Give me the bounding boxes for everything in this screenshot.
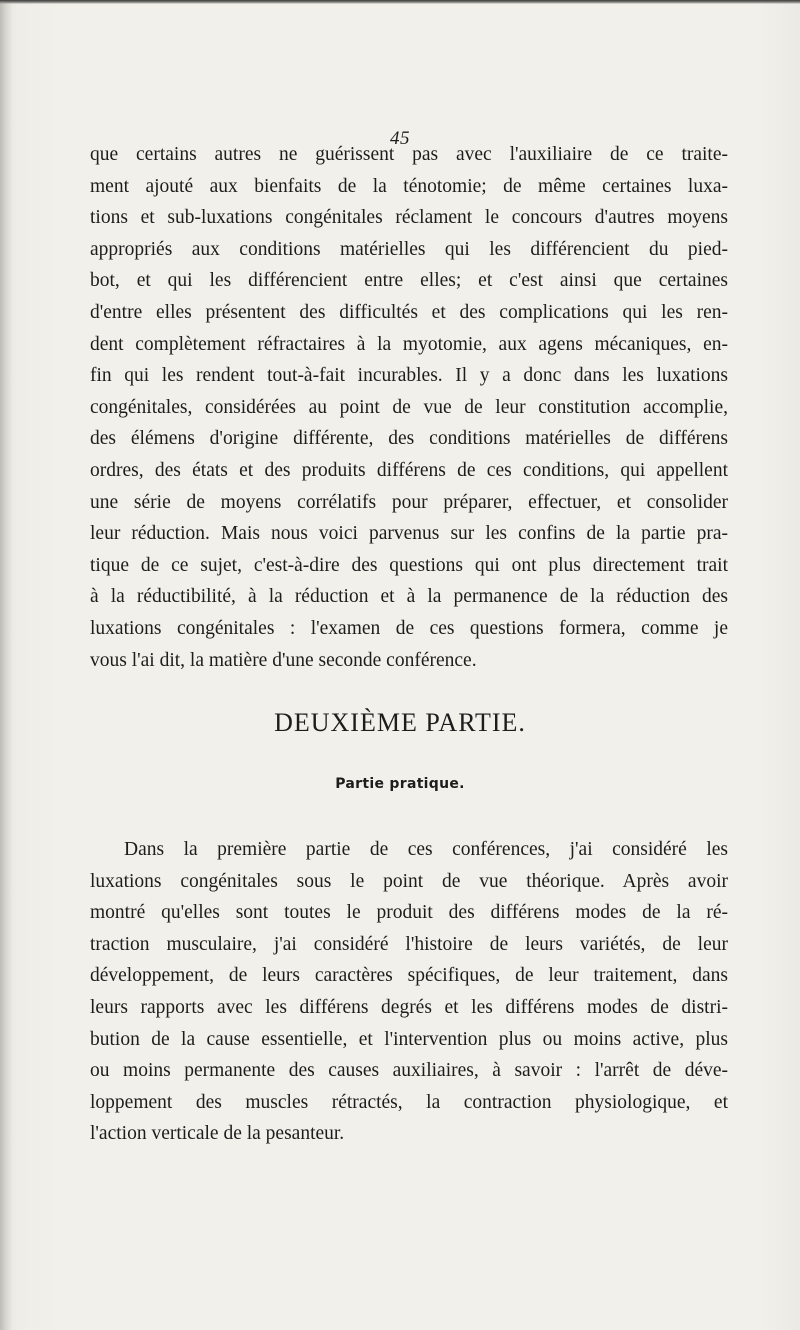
text-line: ou moins permanente des causes auxiliaires, à savoir : l'arrêt de déve- xyxy=(90,1060,728,1082)
text-line: développement, de leurs caractères spécifiques, de leur traitement, dans xyxy=(90,965,728,987)
text-line: que certains autres ne guérissent pas avec l'auxiliaire de ce traite- xyxy=(90,144,728,165)
page-number: 45 xyxy=(390,128,410,149)
paragraph-continuation xyxy=(90,139,728,676)
text-line: traction musculaire, j'ai considéré l'histoire de leurs variétés, de leur xyxy=(90,933,728,955)
text-line: bution de la cause essentielle, et l'intervention plus ou moins active, plus xyxy=(90,1028,728,1050)
text-line: ordres, des états et des produits différens de ces conditions, qui appellent xyxy=(90,459,728,481)
text-line: fin qui les rendent tout-à-fait incurables. Il y a donc dans les luxations xyxy=(90,365,728,387)
text-line: à la réductibilité, à la réduction et à la permanence de la réduction des xyxy=(90,586,728,608)
page-gutter-shadow xyxy=(0,0,12,1330)
text-line: luxations congénitales : l'examen de ces questions formera, comme je xyxy=(90,617,728,639)
text-line: appropriés aux conditions matérielles qui les différencient du pied- xyxy=(90,238,728,260)
text-line: ment ajouté aux bienfaits de la ténotomie; de même certaines luxa- xyxy=(90,175,728,197)
text-line: bot, et qui les différencient entre elles; et c'est ainsi que certaines xyxy=(90,270,728,292)
text-line: tions et sub-luxations congénitales réclament le concours d'autres moyens xyxy=(90,207,728,229)
text-line: tique de ce sujet, c'est-à-dire des questions qui ont plus directement trait xyxy=(90,554,728,576)
text-line: l'action verticale de la pesanteur. xyxy=(90,1123,345,1145)
text-line: loppement des muscles rétractés, la contraction physiologique, et xyxy=(90,1091,728,1113)
section-heading: DEUXIÈME PARTIE. xyxy=(274,708,526,737)
text-line: luxations congénitales sous le point de vue théorique. Après avoir xyxy=(90,870,728,892)
text-line: leur réduction. Mais nous voici parvenus sur les confins de la partie pra- xyxy=(90,523,728,545)
text-line: congénitales, considérées au point de vue de leur constitution accomplie, xyxy=(90,396,728,418)
text-line: Dans la première partie de ces conférences, j'ai considéré les xyxy=(124,839,728,860)
section-subheading: Partie pratique. xyxy=(335,776,465,792)
paragraph-section-intro xyxy=(90,834,728,1150)
text-line: d'entre elles présentent des difficultés et des complications qui les ren- xyxy=(90,301,728,323)
text-line: montré qu'elles sont toutes le produit des différens modes de la ré- xyxy=(90,902,728,924)
text-line: vous l'ai dit, la matière d'une seconde conférence. xyxy=(90,649,477,671)
page-top-edge xyxy=(0,0,800,4)
text-line: dent complètement réfractaires à la myotomie, aux agens mécaniques, en- xyxy=(90,333,728,355)
text-line: leurs rapports avec les différens degrés et les différens modes de distri- xyxy=(90,996,728,1018)
text-line: des élémens d'origine différente, des conditions matérielles de différens xyxy=(90,428,728,450)
text-line: une série de moyens corrélatifs pour préparer, effectuer, et consolider xyxy=(90,491,728,513)
